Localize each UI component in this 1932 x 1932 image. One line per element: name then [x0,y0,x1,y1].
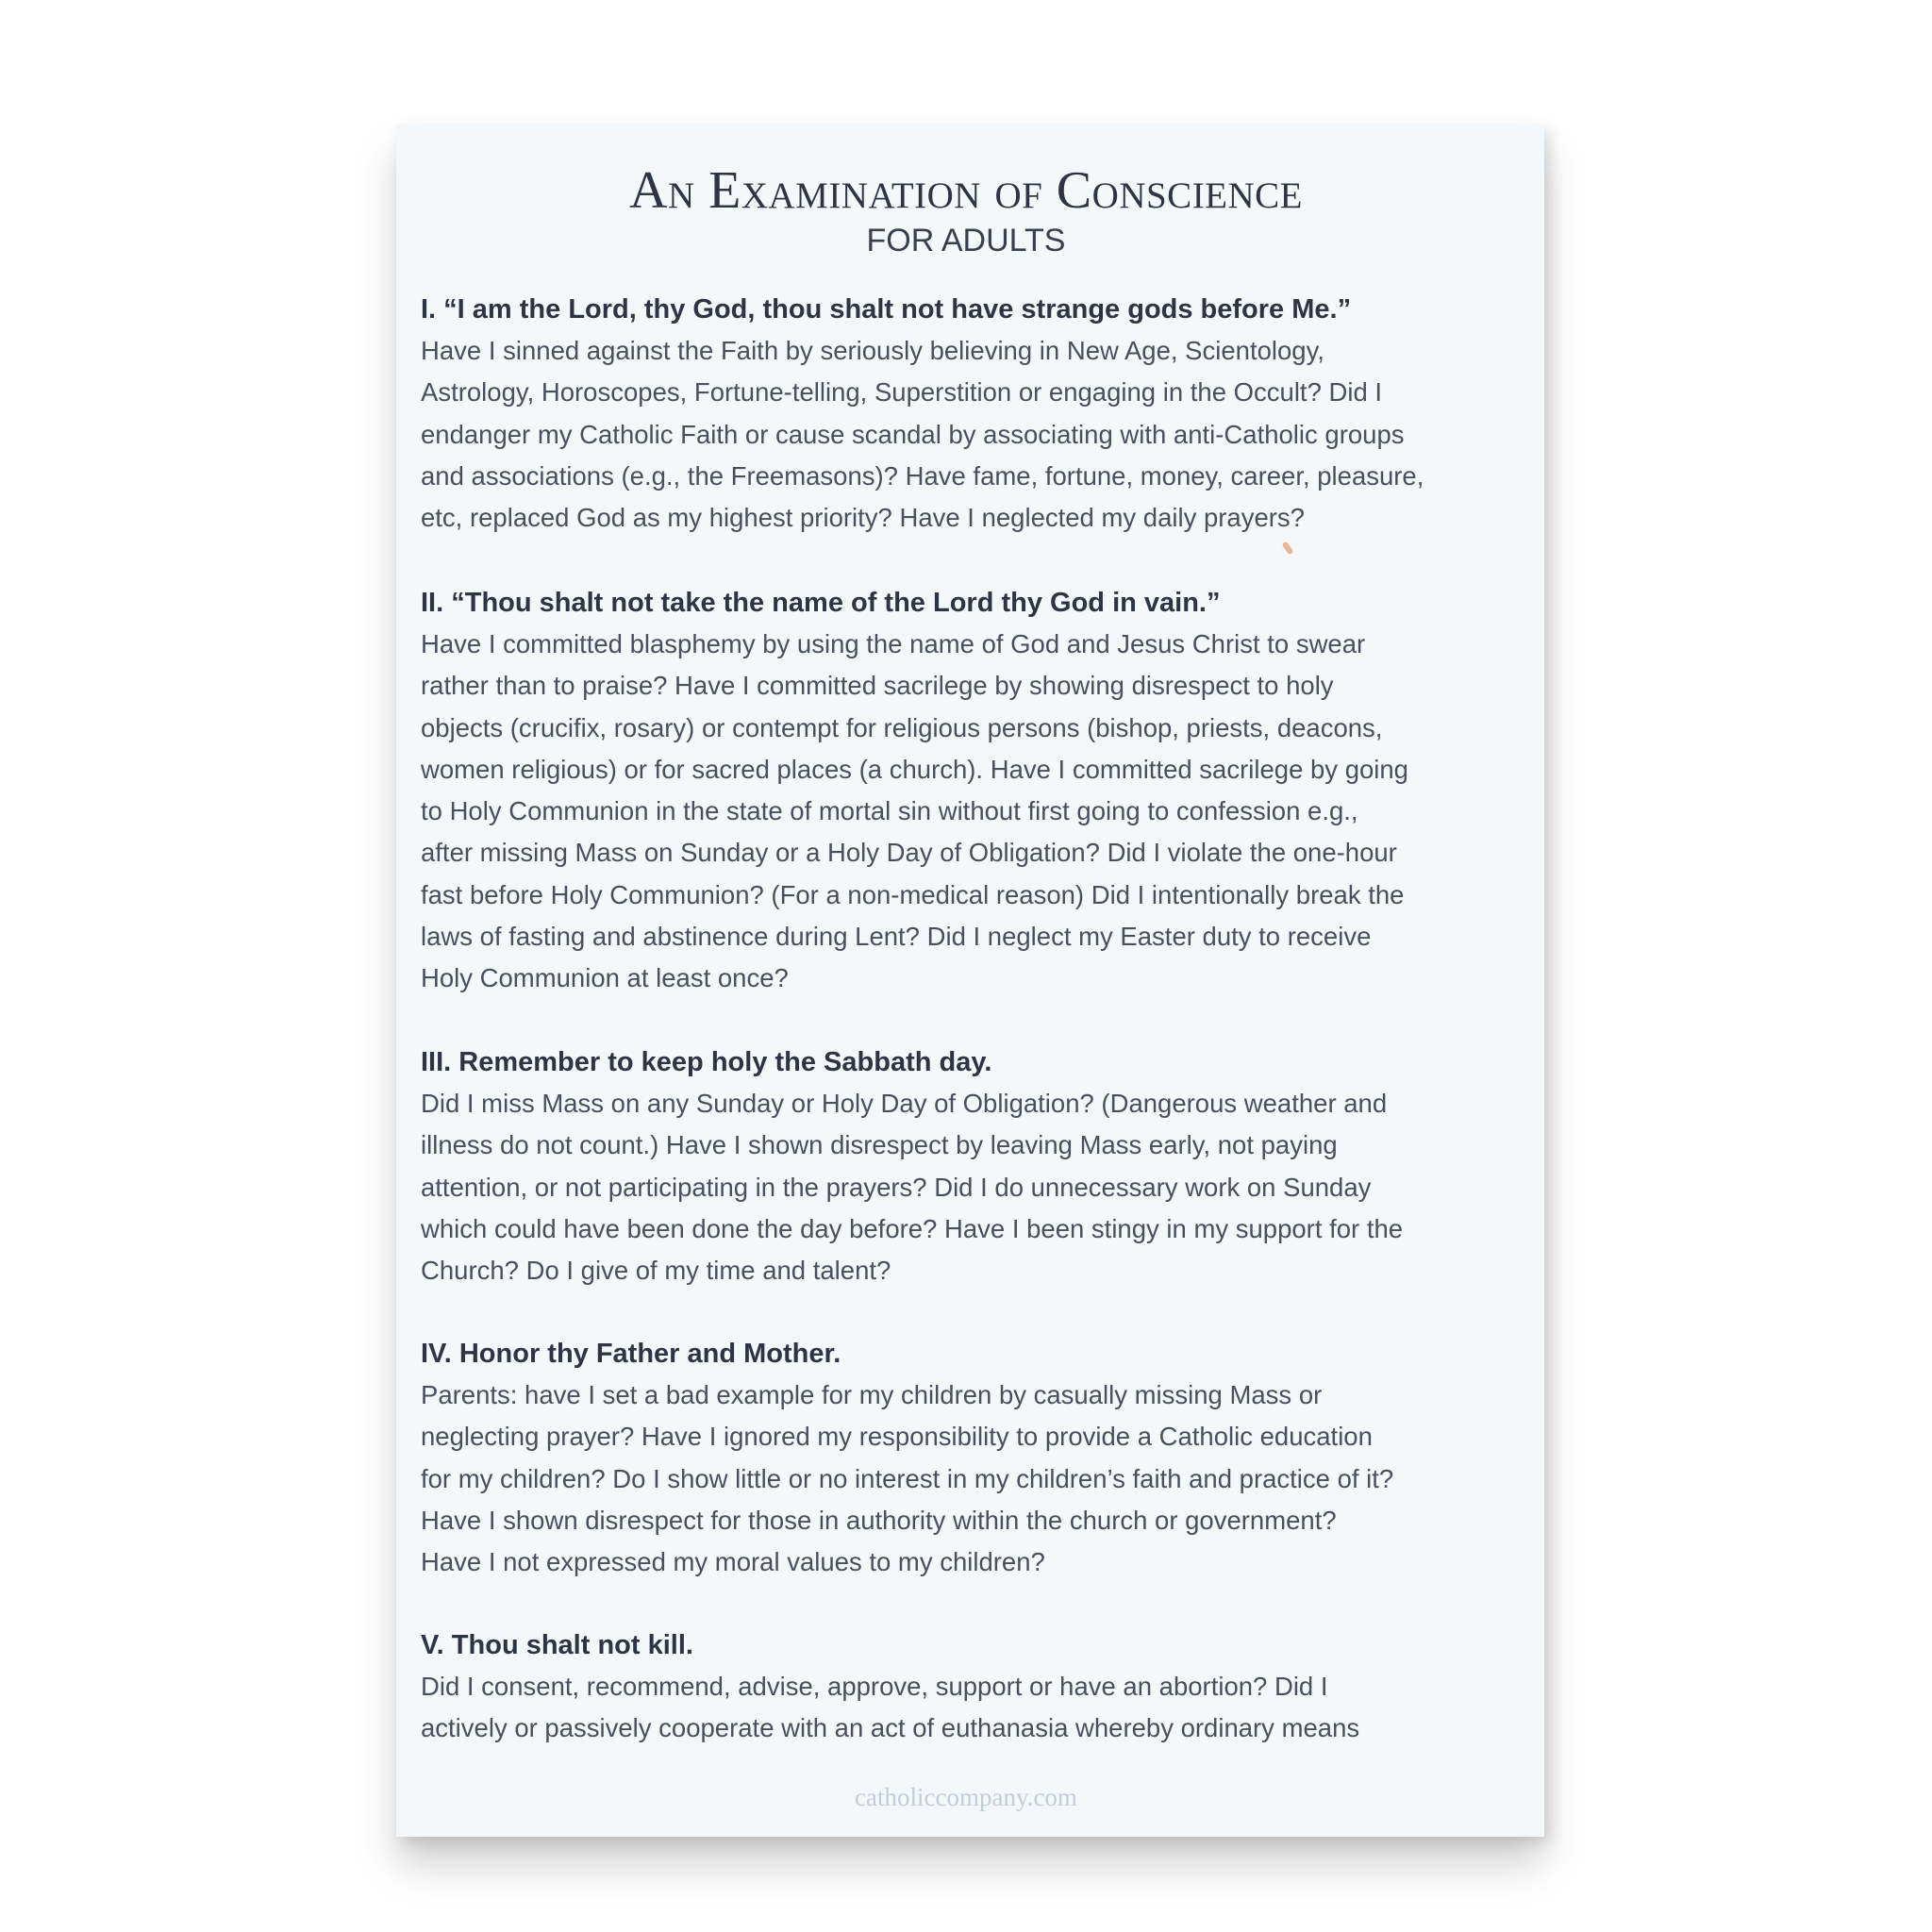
commandment-heading: II. “Thou shalt not take the name of the Lord thy God in vain.” [421,588,1221,618]
examination-text-line: women religious) or for sacred places (a church). Have I committed sacrilege by going [421,754,1408,784]
commandment-heading: I. “I am the Lord, thy God, thou shalt not have strange gods before Me.” [421,294,1352,325]
examination-text-line: actively or passively cooperate with an act of euthanasia whereby ordinary means [421,1713,1360,1743]
examination-text-line: Astrology, Horoscopes, Fortune-telling, Superstition or engaging in the Occult? Did I [421,377,1383,408]
examination-text-line: illness do not count.) Have I shown disrespect by leaving Mass early, not paying [421,1130,1338,1160]
examination-text-line: for my children? Do I show little or no interest in my children’s faith and practice of it? [421,1463,1394,1493]
examination-text-line: Have I committed blasphemy by using the name of God and Jesus Christ to swear [421,629,1366,658]
page-subtitle: FOR ADULTS [866,223,1066,258]
commandment-heading: III. Remember to keep holy the Sabbath day. [421,1047,992,1077]
examination-text-line: Did I consent, recommend, advise, approve, support or have an abortion? Did I [421,1672,1328,1701]
examination-text-line: after missing Mass on Sunday or a Holy Day of Obligation? Did I violate the one-hour [421,838,1397,868]
commandment-section [421,1333,1534,1583]
commandment-section [421,1041,1534,1291]
examination-text-line: rather than to praise? Have I committed sacrilege by showing disrespect to holy [421,671,1334,701]
examination-text-line: Church? Do I give of my time and talent? [421,1256,891,1286]
examination-text-line: Have I not expressed my moral values to my children? [421,1547,1045,1577]
examination-text-line: Did I miss Mass on any Sunday or Holy Day of Obligation? (Dangerous weather and [421,1089,1388,1118]
examination-text-line: Holy Communion at least once? [421,963,789,993]
commandment-heading: V. Thou shalt not kill. [421,1630,693,1660]
examination-text-line: objects (crucifix, rosary) or contempt for religious persons (bishop, priests, deacons, [421,712,1383,742]
commandment-section [421,582,1534,1000]
footer-website: catholiccompany.com [855,1783,1077,1811]
examination-text-line: Have I shown disrespect for those in authority within the church or government? [421,1505,1337,1535]
examination-text-line: attention, or not participating in the prayers? Did I do unnecessary work on Sunday [421,1172,1372,1202]
examination-text-line: and associations (e.g., the Freemasons)? Have fame, fortune, money, career, pleasure, [421,460,1424,491]
examination-text-line: which could have been done the day before? Have I been stingy in my support for the [421,1213,1404,1243]
examination-text-line: Parents: have I set a bad example for my children by casually missing Mass or [421,1380,1323,1409]
examination-text-line: Have I sinned against the Faith by seriously believing in New Age, Scientology, [421,336,1324,365]
examination-text-line: neglecting prayer? Have I ignored my responsibility to provide a Catholic education [421,1422,1373,1452]
commandment-section [421,1624,1534,1750]
examination-text-line: etc, replaced God as my highest priority? Have I neglected my daily prayers? [421,503,1305,533]
page-title: An Examination of Conscience [629,161,1303,220]
commandment-heading: IV. Honor thy Father and Mother. [421,1339,841,1369]
examination-text-line: fast before Holy Communion? (For a non-medical reason) Did I intentionally break the [421,879,1405,909]
examination-text-line: to Holy Communion in the state of mortal sin without first going to confession e.g., [421,796,1358,826]
examination-text-line: laws of fasting and abstinence during Lent? Did I neglect my Easter duty to receive [421,922,1372,952]
examination-text-line: endanger my Catholic Faith or cause scandal by associating with anti-Catholic groups [421,419,1405,449]
commandment-section [421,289,1534,539]
